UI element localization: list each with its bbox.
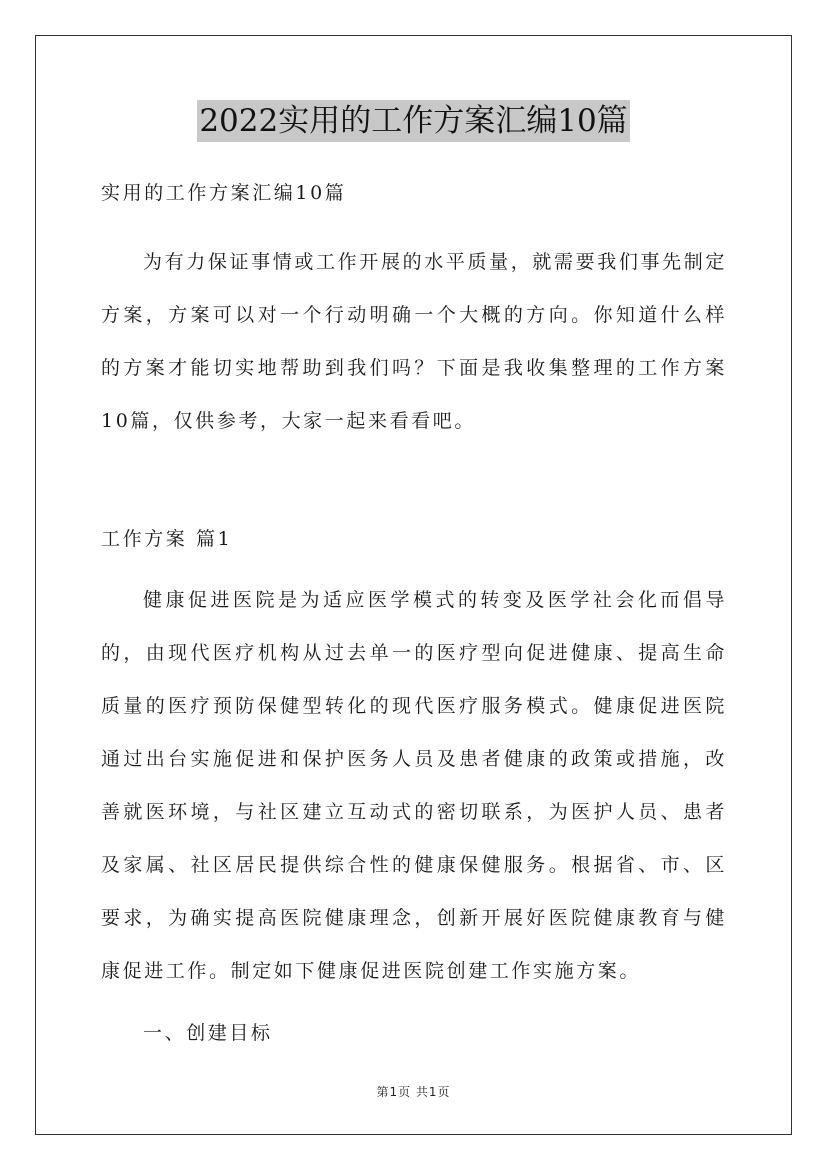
section-paragraph: 健康促进医院是为适应医学模式的转变及医学社会化而倡导的，由现代医疗机构从过去单一的医疗型向促进健康、提高生命质量的医疗预防保健型转化的现代医疗服务模式。健康促进医院通过出台实施促进和保护医务人员及患者健康的政策或措施，改善就医环境，与社区建立互动式的密切联系，为医护人员、患者及家属、社区居民提供综合性的健康保健服务。根据省、市、区要求，为确实提高医院健康理念，创新开展好医院健康教育与健康促进工作。制定如下健康促进医院创建工作实施方案。 <box>101 589 727 982</box>
document-title: 2022实用的工作方案汇编10篇 <box>197 100 629 142</box>
title-container <box>0 100 827 142</box>
document-body <box>101 174 727 1052</box>
section-subheading: 一、创建目标 <box>143 1022 273 1044</box>
document-subtitle: 实用的工作方案汇编10篇 <box>101 182 347 204</box>
page-footer: 第1页 共1页 <box>376 1085 451 1099</box>
section-heading: 工作方案 篇1 <box>101 528 233 550</box>
intro-paragraph: 为有力保证事情或工作开展的水平质量，就需要我们事先制定方案，方案可以对一个行动明确一个大概的方向。你知道什么样的方案才能切实地帮助到我们吗？下面是我收集整理的工作方案10篇，仅供参考，大家一起来看看吧。 <box>101 251 727 432</box>
